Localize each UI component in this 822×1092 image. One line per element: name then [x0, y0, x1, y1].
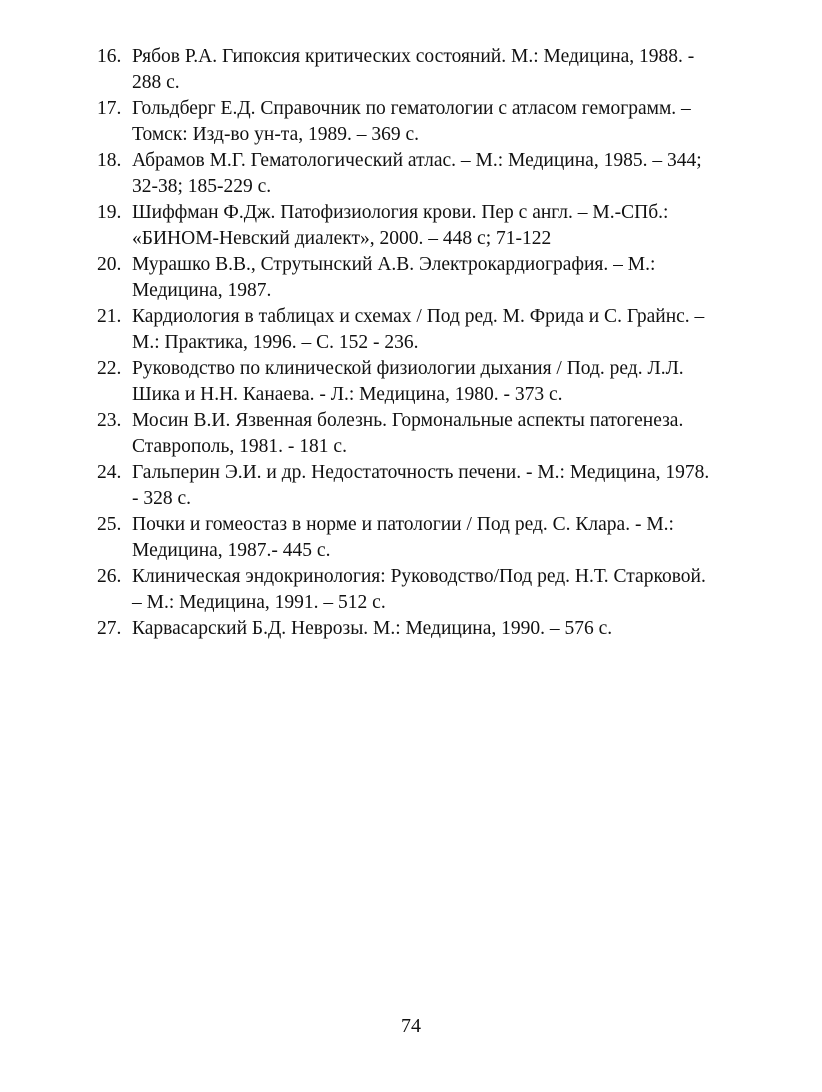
reference-number: 24. [97, 462, 122, 483]
reference-text: Руководство по клинической физиологии дыхания / Под. ред. Л.Л. Шика и Н.Н. Канаева. - Л.: Медицина, 1980. - 373 с. [132, 358, 684, 405]
reference-item [97, 356, 717, 408]
reference-item [97, 564, 717, 616]
reference-number: 16. [97, 46, 122, 67]
reference-number: 27. [97, 618, 122, 639]
reference-text: Карвасарский Б.Д. Неврозы. М.: Медицина, 1990. – 576 с. [132, 618, 613, 639]
reference-number: 21. [97, 306, 122, 327]
reference-text: Гальперин Э.И. и др. Недостаточность печени. - М.: Медицина, 1978. - 328 с. [132, 462, 710, 509]
reference-item [97, 460, 717, 512]
reference-number: 18. [97, 150, 122, 171]
reference-number: 17. [97, 98, 122, 119]
reference-number: 25. [97, 514, 122, 535]
reference-text: Абрамов М.Г. Гематологический атлас. – М.: Медицина, 1985. – 344; 32-38; 185-229 с. [132, 150, 702, 197]
reference-text: Клиническая эндокринология: Руководство/Под ред. Н.Т. Старковой. – М.: Медицина, 1991. – 512 с. [132, 566, 706, 613]
reference-number: 23. [97, 410, 122, 431]
reference-text: Мосин В.И. Язвенная болезнь. Гормональные аспекты патогенеза. Ставрополь, 1981. - 181 с. [132, 410, 684, 457]
reference-list [97, 44, 717, 642]
reference-item [97, 44, 717, 96]
reference-text: Рябов Р.А. Гипоксия критических состояний. М.: Медицина, 1988. - 288 с. [132, 46, 695, 93]
reference-item [97, 616, 717, 642]
reference-text: Кардиология в таблицах и схемах / Под ред. М. Фрида и С. Грайнс. – М.: Практика, 1996. – С. 152 - 236. [132, 306, 705, 353]
reference-number: 22. [97, 358, 122, 379]
reference-text: Почки и гомеостаз в норме и патологии / Под ред. С. Клара. - М.: Медицина, 1987.- 445 с. [132, 514, 674, 561]
reference-text: Гольдберг Е.Д. Справочник по гематологии с атласом гемограмм. – Томск: Изд-во ун-та, 1989. – 369 с. [132, 98, 691, 145]
reference-item [97, 96, 717, 148]
reference-item [97, 200, 717, 252]
reference-item [97, 408, 717, 460]
reference-item [97, 252, 717, 304]
reference-item [97, 304, 717, 356]
reference-item [97, 148, 717, 200]
reference-number: 19. [97, 202, 122, 223]
reference-text: Мурашко В.В., Струтынский А.В. Электрокардиография. – М.: Медицина, 1987. [132, 254, 656, 301]
page-number: 74 [401, 1015, 421, 1037]
reference-item [97, 512, 717, 564]
reference-text: Шиффман Ф.Дж. Патофизиология крови. Пер с англ. – М.-СПб.: «БИНОМ-Невский диалект», 2000. – 448 с; 71-122 [132, 202, 669, 249]
reference-number: 26. [97, 566, 122, 587]
reference-number: 20. [97, 254, 122, 275]
